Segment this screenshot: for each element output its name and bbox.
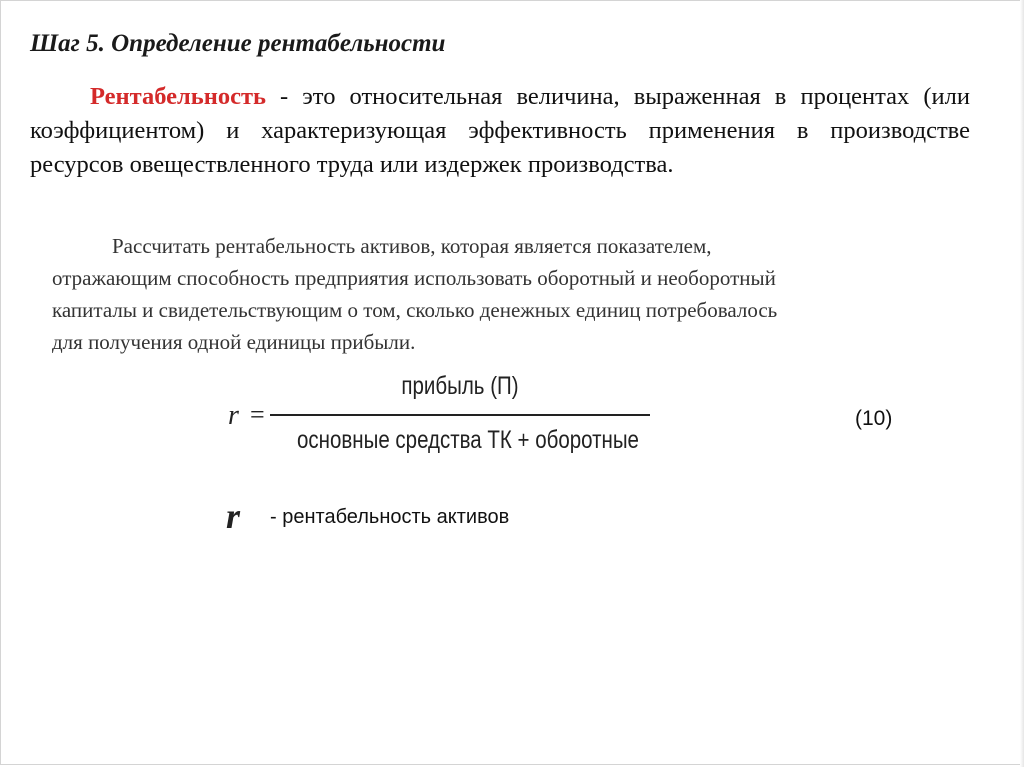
task-line-2: отражающим способность предприятия использовать оборотный и необоротный xyxy=(52,266,776,290)
definition-text: - это относительная величина, выраженная в процентах (или коэффициентом) и характеризующая эффективность применения в производстве ресурсов овеществленного труда или издержек производства. xyxy=(30,83,970,178)
formula-equals: = xyxy=(250,400,265,429)
task-line-3: капиталы и свидетельствующим о том, сколько денежных единиц потребовалось xyxy=(52,298,778,322)
fraction-line xyxy=(270,414,650,416)
task-line-1: Рассчитать рентабельность активов, которая является показателем, xyxy=(112,234,712,258)
formula-lhs: r xyxy=(228,400,239,431)
definition-term: Рентабельность xyxy=(90,83,266,110)
definition-paragraph xyxy=(30,80,970,182)
slide-shadow xyxy=(1020,0,1024,767)
slide-title: Шаг 5. Определение рентабельности xyxy=(30,30,446,57)
legend-text: - рентабельность активов xyxy=(270,506,510,528)
task-line-4: для получения одной единицы прибыли. xyxy=(52,330,416,354)
equation-number: (10) xyxy=(855,407,893,430)
legend-symbol: r xyxy=(226,496,241,536)
formula-denominator: основные средства ТК + оборотные xyxy=(297,426,639,454)
formula-numerator: прибыль (П) xyxy=(401,372,519,400)
